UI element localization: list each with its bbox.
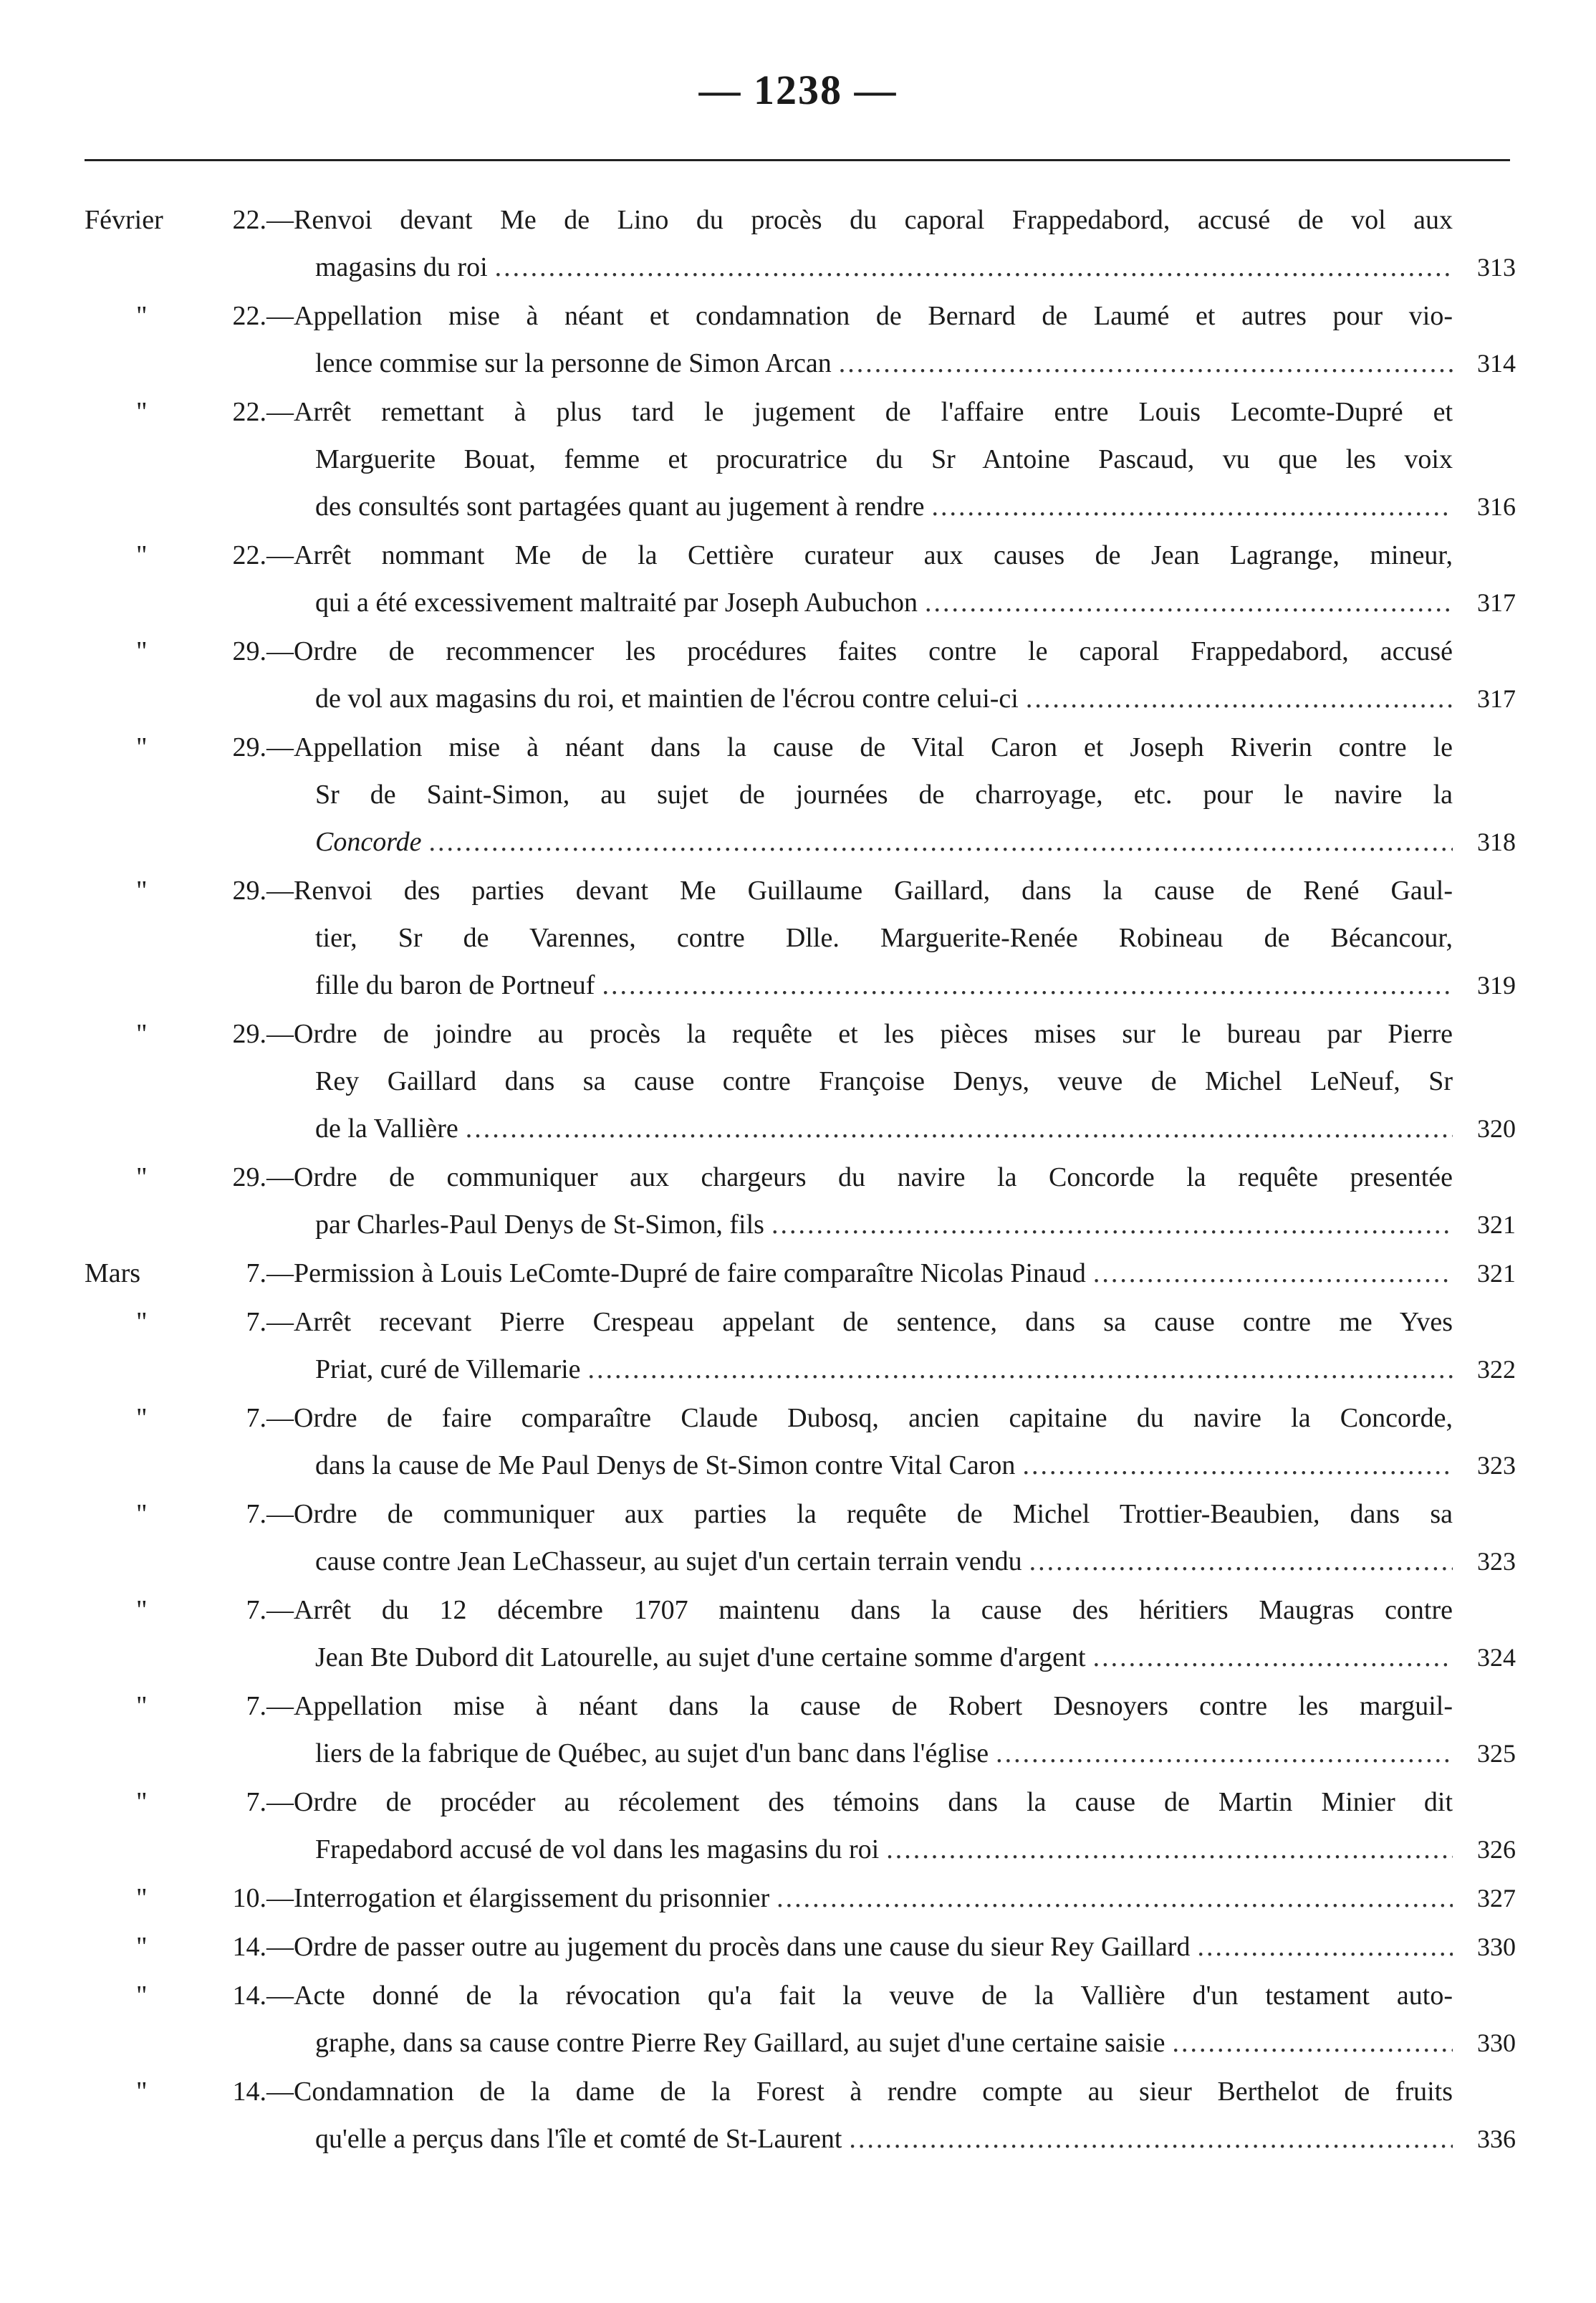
entry-text-final-line <box>315 1730 1453 1777</box>
entry-line <box>0 914 1596 962</box>
entry-line <box>0 1586 1596 1634</box>
dot-leader <box>1197 1923 1453 1971</box>
entry-line <box>0 292 1596 340</box>
index-entry <box>0 532 1596 626</box>
entry-text: —Ordre de recommencer les procédures faites contre le caporal Frappedabord, accusé <box>266 636 1453 666</box>
entry-line <box>0 532 1596 579</box>
entry-month: " <box>136 2077 148 2107</box>
entry-page-reference: 336 <box>1477 2125 1516 2153</box>
header-rule <box>85 159 1510 161</box>
entry-page-reference: 324 <box>1477 1643 1516 1672</box>
entry-text-final-line <box>315 244 1453 291</box>
entry-text: Priat, curé de Villemarie <box>315 1354 581 1384</box>
entry-text-final-line <box>315 1442 1453 1489</box>
index-entry <box>0 388 1596 530</box>
entry-day: 29. <box>232 1019 266 1049</box>
index-entry <box>0 196 1596 291</box>
entry-day: 22. <box>232 301 266 331</box>
entry-text: Marguerite Bouat, femme et procuratrice du Sr Antoine Pascaud, vu que les voix <box>315 444 1453 474</box>
entry-page-reference: 330 <box>1477 2029 1516 2057</box>
entry-day: 7. <box>246 1307 266 1337</box>
entry-day: 14. <box>232 1981 266 2011</box>
entry-text: Sr de Saint-Simon, au sujet de journées de charroyage, etc. pour le navire la <box>315 780 1453 810</box>
entry-page-reference: 323 <box>1477 1451 1516 1480</box>
entry-line <box>0 1972 1596 2019</box>
dot-leader <box>925 579 1453 626</box>
entry-month: " <box>136 540 148 570</box>
entry-page-reference: 318 <box>1477 828 1516 856</box>
index-entry <box>0 1250 1596 1297</box>
entry-day: 29. <box>232 636 266 666</box>
entry-text-final-line <box>315 579 1453 626</box>
entry-line <box>0 818 1596 866</box>
entry-text-final-line <box>315 2019 1453 2067</box>
entry-month: " <box>136 1403 148 1433</box>
index-entry <box>0 1154 1596 1248</box>
entry-month: " <box>136 1787 148 1817</box>
entry-text-final-line <box>315 1105 1453 1152</box>
entry-month: " <box>136 1499 148 1529</box>
entry-month: " <box>136 876 148 906</box>
entry-text-final-line <box>266 1250 1453 1297</box>
entry-line <box>0 1154 1596 1201</box>
entry-line <box>0 483 1596 530</box>
entry-line <box>0 1105 1596 1152</box>
entry-page-reference: 323 <box>1477 1547 1516 1576</box>
entry-month: Février <box>85 205 163 235</box>
entry-line <box>0 244 1596 291</box>
entry-text: magasins du roi <box>315 252 488 282</box>
index-entry <box>0 1682 1596 1777</box>
dot-leader <box>588 1346 1453 1393</box>
entry-text: —Appellation mise à néant dans la cause de Vital Caron et Joseph Riverin contre le <box>266 732 1453 762</box>
entry-line <box>0 579 1596 626</box>
entry-month: " <box>136 1883 148 1913</box>
entry-text: —Ordre de communiquer aux chargeurs du navire la Concorde la requête presentée <box>266 1162 1453 1192</box>
entry-line <box>0 196 1596 244</box>
entry-text: —Arrêt nommant Me de la Cettière curateur aux causes de Jean Lagrange, mineur, <box>266 540 1453 570</box>
entry-line <box>0 436 1596 483</box>
entry-line <box>0 1394 1596 1442</box>
dot-leader <box>839 340 1453 387</box>
entry-line <box>0 1778 1596 1826</box>
entry-text-final-line <box>315 818 1453 866</box>
entry-day: 29. <box>232 1162 266 1192</box>
entry-text-final-line <box>315 1538 1453 1585</box>
entry-text: —Arrêt recevant Pierre Crespeau appelant de sentence, dans sa cause contre me Yves <box>266 1307 1453 1337</box>
entry-page-reference: 317 <box>1477 684 1516 713</box>
dot-leader <box>466 1105 1453 1152</box>
entry-text-final-line <box>315 2115 1453 2163</box>
entry-text: par Charles-Paul Denys de St-Simon, fils <box>315 1210 764 1240</box>
entry-text-final-line <box>315 962 1453 1009</box>
entry-text: —Ordre de communiquer aux parties la requête de Michel Trottier-Beaubien, dans sa <box>266 1499 1453 1529</box>
page-number: — 1238 — <box>698 67 898 113</box>
entry-text: Concorde <box>315 827 422 857</box>
entry-text: cause contre Jean LeChasseur, au sujet d'un certain terrain vendu <box>315 1546 1022 1576</box>
entry-day: 22. <box>232 540 266 570</box>
entry-text: —Ordre de passer outre au jugement du procès dans une cause du sieur Rey Gaillard <box>266 1932 1191 1962</box>
entry-day: 7. <box>246 1258 266 1288</box>
entry-line <box>0 1250 1596 1297</box>
dot-leader <box>495 244 1453 291</box>
entry-line <box>0 1826 1596 1873</box>
entry-text-final-line <box>315 1634 1453 1681</box>
entry-line <box>0 1634 1596 1681</box>
entry-line <box>0 1442 1596 1489</box>
entry-line <box>0 340 1596 387</box>
entry-text: Rey Gaillard dans sa cause contre Françoise Denys, veuve de Michel LeNeuf, Sr <box>315 1066 1453 1096</box>
index-entry <box>0 1972 1596 2067</box>
entry-line <box>0 2115 1596 2163</box>
entry-line <box>0 1346 1596 1393</box>
entry-page-reference: 320 <box>1477 1114 1516 1143</box>
entry-text: de la Vallière <box>315 1114 458 1144</box>
dot-leader <box>886 1826 1453 1873</box>
entry-text-final-line <box>315 1201 1453 1248</box>
entry-text-final-line <box>266 1923 1453 1971</box>
index-entry <box>0 292 1596 387</box>
entry-line <box>0 1298 1596 1346</box>
entry-text: liers de la fabrique de Québec, au sujet d'un banc dans l'église <box>315 1738 989 1768</box>
entry-text: dans la cause de Me Paul Denys de St-Simon contre Vital Caron <box>315 1450 1016 1480</box>
index-entries <box>0 196 1596 2164</box>
entry-month: " <box>136 636 148 666</box>
entry-day: 10. <box>232 1883 266 1913</box>
index-entry <box>0 1875 1596 1922</box>
dot-leader <box>1029 1538 1453 1585</box>
entry-line <box>0 2068 1596 2115</box>
entry-text: —Renvoi des parties devant Me Guillaume Gaillard, dans la cause de René Gaul- <box>266 876 1453 906</box>
entry-month: " <box>136 1932 148 1962</box>
entry-text: Jean Bte Dubord dit Latourelle, au sujet d'une certaine somme d'argent <box>315 1642 1086 1672</box>
entry-text: —Arrêt remettant à plus tard le jugement de l'affaire entre Louis Lecomte-Dupré et <box>266 397 1453 427</box>
dot-leader <box>1172 2019 1453 2067</box>
entry-page-reference: 326 <box>1477 1835 1516 1864</box>
entry-day: 14. <box>232 1932 266 1962</box>
entry-month: " <box>136 301 148 331</box>
dot-leader <box>428 818 1453 866</box>
entry-text: qui a été excessivement maltraité par Joseph Aubuchon <box>315 588 918 618</box>
entry-text: —Appellation mise à néant et condamnation de Bernard de Laumé et autres pour vio- <box>266 301 1453 331</box>
index-entry <box>0 1778 1596 1873</box>
entry-text: —Renvoi devant Me de Lino du procès du caporal Frappedabord, accusé de vol aux <box>266 205 1453 235</box>
entry-text-final-line <box>315 675 1453 722</box>
entry-page-reference: 327 <box>1477 1884 1516 1912</box>
entry-text-final-line <box>315 483 1453 530</box>
entry-day: 14. <box>232 2077 266 2107</box>
entry-line <box>0 1923 1596 1971</box>
entry-line <box>0 2019 1596 2067</box>
entry-text: —Interrogation et élargissement du prisonnier <box>266 1883 770 1913</box>
entry-month: " <box>136 732 148 762</box>
entry-day: 29. <box>232 732 266 762</box>
entry-text-final-line <box>315 1826 1453 1873</box>
entry-page-reference: 330 <box>1477 1933 1516 1961</box>
entry-month: Mars <box>85 1258 141 1288</box>
dot-leader <box>602 962 1453 1009</box>
entry-text: lence commise sur la personne de Simon Arcan <box>315 348 832 378</box>
entry-text: fille du baron de Portneuf <box>315 970 595 1000</box>
dot-leader <box>777 1875 1453 1922</box>
entry-line <box>0 1201 1596 1248</box>
entry-month: " <box>136 1019 148 1049</box>
dot-leader <box>1093 1634 1453 1681</box>
index-entry <box>0 628 1596 722</box>
dot-leader <box>849 2115 1453 2163</box>
dot-leader <box>1026 675 1453 722</box>
entry-day: 29. <box>232 876 266 906</box>
index-entry <box>0 724 1596 866</box>
entry-day: 7. <box>246 1595 266 1625</box>
entry-line <box>0 628 1596 675</box>
entry-page-reference: 319 <box>1477 971 1516 1000</box>
entry-line <box>0 724 1596 771</box>
index-entry <box>0 1394 1596 1489</box>
entry-text-final-line <box>315 1346 1453 1393</box>
index-entry <box>0 1923 1596 1971</box>
entry-text: —Ordre de joindre au procès la requête et les pièces mises sur le bureau par Pierre <box>266 1019 1453 1049</box>
entry-line <box>0 867 1596 914</box>
entry-line <box>0 675 1596 722</box>
entry-text: —Permission à Louis LeComte-Dupré de faire comparaître Nicolas Pinaud <box>266 1258 1086 1288</box>
entry-text-final-line <box>266 1875 1453 1922</box>
entry-page-reference: 317 <box>1477 588 1516 617</box>
entry-text: —Arrêt du 12 décembre 1707 maintenu dans la cause des héritiers Maugras contre <box>266 1595 1453 1625</box>
index-entry <box>0 2068 1596 2163</box>
entry-day: 7. <box>246 1691 266 1721</box>
entry-line <box>0 771 1596 818</box>
dot-leader <box>1093 1250 1453 1297</box>
entry-line <box>0 1058 1596 1105</box>
entry-text: —Acte donné de la révocation qu'a fait la veuve de la Vallière d'un testament auto- <box>266 1981 1453 2011</box>
dot-leader <box>771 1201 1453 1248</box>
entry-text: graphe, dans sa cause contre Pierre Rey Gaillard, au sujet d'une certaine saisie <box>315 2028 1165 2058</box>
dot-leader <box>1022 1442 1453 1489</box>
entry-month: " <box>136 1691 148 1721</box>
entry-line <box>0 388 1596 436</box>
entry-page-reference: 313 <box>1477 253 1516 282</box>
dot-leader <box>932 483 1453 530</box>
entry-page-reference: 321 <box>1477 1259 1516 1288</box>
entry-text: des consultés sont partagées quant au jugement à rendre <box>315 492 925 522</box>
entry-line <box>0 962 1596 1009</box>
entry-text: —Condamnation de la dame de la Forest à rendre compte au sieur Berthelot de fruits <box>266 2077 1453 2107</box>
entry-day: 7. <box>246 1787 266 1817</box>
entry-page-reference: 322 <box>1477 1355 1516 1384</box>
index-entry <box>0 1490 1596 1585</box>
entry-text: —Appellation mise à néant dans la cause de Robert Desnoyers contre les marguil- <box>266 1691 1453 1721</box>
entry-page-reference: 325 <box>1477 1739 1516 1768</box>
index-entry <box>0 1298 1596 1393</box>
entry-page-reference: 321 <box>1477 1210 1516 1239</box>
entry-text: —Ordre de faire comparaître Claude Dubosq, ancien capitaine du navire la Concorde, <box>266 1403 1453 1433</box>
entry-page-reference: 316 <box>1477 492 1516 521</box>
entry-page-reference: 314 <box>1477 349 1516 378</box>
index-entry <box>0 1586 1596 1681</box>
index-entry <box>0 1010 1596 1152</box>
entry-text: qu'elle a perçus dans l'île et comté de St-Laurent <box>315 2124 842 2154</box>
entry-day: 22. <box>232 397 266 427</box>
entry-text: —Ordre de procéder au récolement des témoins dans la cause de Martin Minier dit <box>266 1787 1453 1817</box>
entry-text-final-line <box>315 340 1453 387</box>
entry-day: 7. <box>246 1499 266 1529</box>
entry-line <box>0 1682 1596 1730</box>
entry-month: " <box>136 1307 148 1337</box>
entry-text: de vol aux magasins du roi, et maintien de l'écrou contre celui-ci <box>315 684 1019 714</box>
entry-line <box>0 1490 1596 1538</box>
entry-day: 7. <box>246 1403 266 1433</box>
entry-day: 22. <box>232 205 266 235</box>
entry-text: tier, Sr de Varennes, contre Dlle. Marguerite-Renée Robineau de Bécancour, <box>315 923 1453 953</box>
entry-text: Frapedabord accusé de vol dans les magasins du roi <box>315 1834 880 1864</box>
entry-line <box>0 1730 1596 1777</box>
entry-month: " <box>136 1162 148 1192</box>
entry-line <box>0 1875 1596 1922</box>
entry-line <box>0 1010 1596 1058</box>
entry-line <box>0 1538 1596 1585</box>
entry-month: " <box>136 1595 148 1625</box>
dot-leader <box>996 1730 1453 1777</box>
index-entry <box>0 867 1596 1009</box>
entry-month: " <box>136 1981 148 2011</box>
entry-month: " <box>136 397 148 427</box>
